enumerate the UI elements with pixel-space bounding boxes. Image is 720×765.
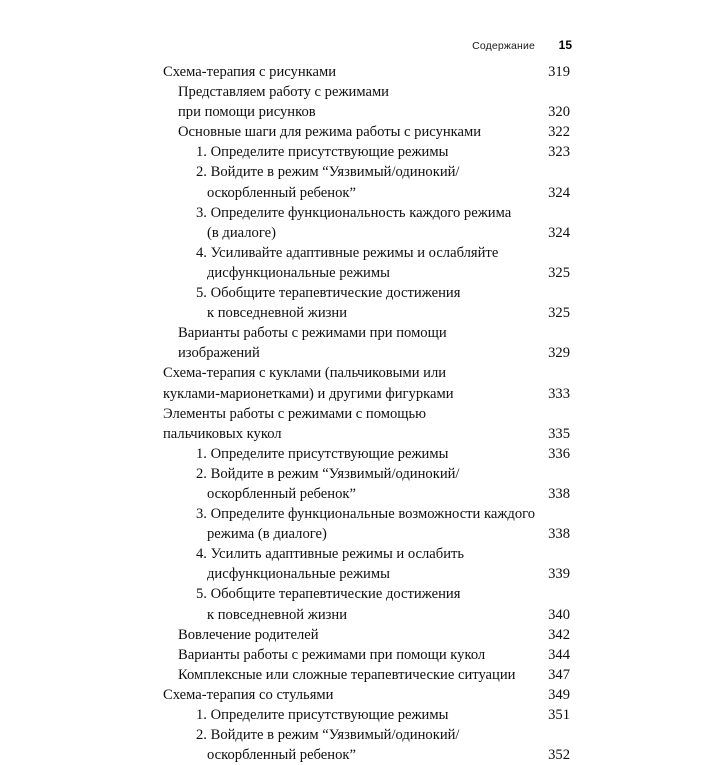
running-head bbox=[0, 38, 572, 52]
toc-entry[interactable] bbox=[0, 685, 720, 705]
toc-entry-line: при помощи рисунков bbox=[178, 104, 316, 121]
toc-page-number: 352 bbox=[548, 747, 570, 764]
toc-entry[interactable] bbox=[0, 82, 720, 122]
toc-entry-line: режима (в диалоге) bbox=[207, 526, 327, 543]
toc-entry[interactable] bbox=[0, 122, 720, 142]
toc-entry[interactable] bbox=[0, 203, 720, 243]
toc-entry[interactable] bbox=[0, 243, 720, 283]
toc-entry[interactable] bbox=[0, 665, 720, 685]
toc-entry-line: к повседневной жизни bbox=[207, 606, 348, 623]
toc-page-number: 338 bbox=[548, 485, 570, 502]
toc-entry[interactable] bbox=[0, 283, 720, 323]
toc-page-number: 338 bbox=[548, 526, 570, 543]
toc-page-number: 333 bbox=[548, 385, 570, 402]
toc-entry-line: 4. Усиливайте адаптивные режимы и ослабляйте bbox=[196, 244, 499, 261]
toc-entry-line: Элементы работы с режимами с помощью bbox=[163, 405, 427, 422]
toc-entry-line: Вовлечение родителей bbox=[178, 626, 319, 643]
toc-entry[interactable] bbox=[0, 62, 720, 82]
toc-entry[interactable] bbox=[0, 504, 720, 544]
toc-entry-line: Представляем работу с режимами bbox=[178, 84, 389, 101]
toc-entry-line: 5. Обобщите терапевтические достижения bbox=[196, 586, 461, 603]
toc-entry-line: 1. Определите присутствующие режимы bbox=[196, 445, 449, 462]
toc-page-number: 342 bbox=[548, 626, 570, 643]
toc-entry-line: Комплексные или сложные терапевтические ситуации bbox=[178, 666, 516, 683]
toc-page-number: 320 bbox=[548, 104, 570, 121]
toc-entry-line: оскорбленный ребенок” bbox=[207, 485, 356, 502]
toc-entry[interactable] bbox=[0, 584, 720, 624]
toc-entry-line: 3. Определите функциональность каждого режима bbox=[196, 204, 512, 221]
toc-entry[interactable] bbox=[0, 464, 720, 504]
toc-entry[interactable] bbox=[0, 404, 720, 444]
toc-entry[interactable] bbox=[0, 544, 720, 584]
toc-entry-line: Основные шаги для режима работы с рисунками bbox=[178, 124, 482, 141]
toc-entry-line: 2. Войдите в режим “Уязвимый/одинокий/ bbox=[196, 727, 460, 744]
table-of-contents bbox=[0, 62, 720, 765]
toc-page-number: 329 bbox=[548, 345, 570, 362]
toc-entry[interactable] bbox=[0, 162, 720, 202]
toc-entry[interactable] bbox=[0, 323, 720, 363]
toc-entry-line: к повседневной жизни bbox=[207, 305, 348, 322]
toc-entry-line: 5. Обобщите терапевтические достижения bbox=[196, 285, 461, 302]
toc-page-number: 319 bbox=[548, 64, 570, 80]
toc-entry-line: куклами-марионетками) и другими фигурками bbox=[163, 385, 454, 402]
toc-entry-line: Схема-терапия с куклами (пальчиковыми или bbox=[163, 365, 447, 382]
toc-page-number: 325 bbox=[548, 305, 570, 322]
toc-page-number: 351 bbox=[548, 707, 570, 723]
toc-entry-line: 4. Усилить адаптивные режимы и ослабить bbox=[196, 546, 465, 563]
toc-entry[interactable] bbox=[0, 444, 720, 464]
toc-page-number: 335 bbox=[548, 425, 570, 442]
toc-entry-line: оскорбленный ребенок” bbox=[207, 184, 356, 201]
toc-page-number: 347 bbox=[548, 666, 570, 683]
toc-page-number: 349 bbox=[548, 686, 570, 703]
toc-entry-line: Варианты работы с режимами при помощи bbox=[178, 325, 447, 342]
toc-entry-line: пальчиковых кукол bbox=[163, 425, 282, 442]
toc-entry-line: Схема-терапия со стульями bbox=[163, 686, 334, 703]
toc-page-number: 322 bbox=[548, 124, 570, 141]
toc-entry[interactable] bbox=[0, 625, 720, 645]
toc-page-number: 336 bbox=[548, 445, 570, 462]
toc-entry-line: дисфункциональные режимы bbox=[207, 566, 390, 583]
toc-entry-line: 2. Войдите в режим “Уязвимый/одинокий/ bbox=[196, 465, 460, 482]
toc-entry[interactable] bbox=[0, 705, 720, 725]
toc-page-number: 339 bbox=[548, 566, 570, 583]
toc-entry-line: 1. Определите присутствующие режимы bbox=[196, 707, 449, 723]
toc-entry[interactable] bbox=[0, 645, 720, 665]
toc-entry-line: Варианты работы с режимами при помощи кукол bbox=[178, 646, 486, 663]
toc-entry-line: 2. Войдите в режим “Уязвимый/одинокий/ bbox=[196, 164, 460, 181]
toc-entry-line: 1. Определите присутствующие режимы bbox=[196, 144, 449, 161]
toc-entry-line: Схема-терапия с рисунками bbox=[163, 64, 337, 80]
toc-page-number: 324 bbox=[548, 184, 570, 201]
toc-page-number: 340 bbox=[548, 606, 570, 623]
toc-entry-line: изображений bbox=[178, 345, 260, 362]
toc-page-number: 323 bbox=[548, 144, 570, 161]
toc-entry[interactable] bbox=[0, 142, 720, 162]
toc-page-number: 344 bbox=[548, 646, 570, 663]
running-head-folio: 15 bbox=[558, 38, 572, 52]
toc-page-number: 324 bbox=[548, 224, 570, 241]
toc-entry[interactable] bbox=[0, 363, 720, 403]
toc-entry-line: оскорбленный ребенок” bbox=[207, 747, 356, 764]
toc-entry-line: 3. Определите функциональные возможности каждого bbox=[196, 506, 536, 523]
running-head-title: Содержание bbox=[472, 40, 535, 52]
toc-entry-line: дисфункциональные режимы bbox=[207, 264, 390, 281]
toc-entry-line: (в диалоге) bbox=[207, 224, 276, 241]
toc-entry[interactable] bbox=[0, 725, 720, 765]
toc-page-number: 325 bbox=[548, 264, 570, 281]
